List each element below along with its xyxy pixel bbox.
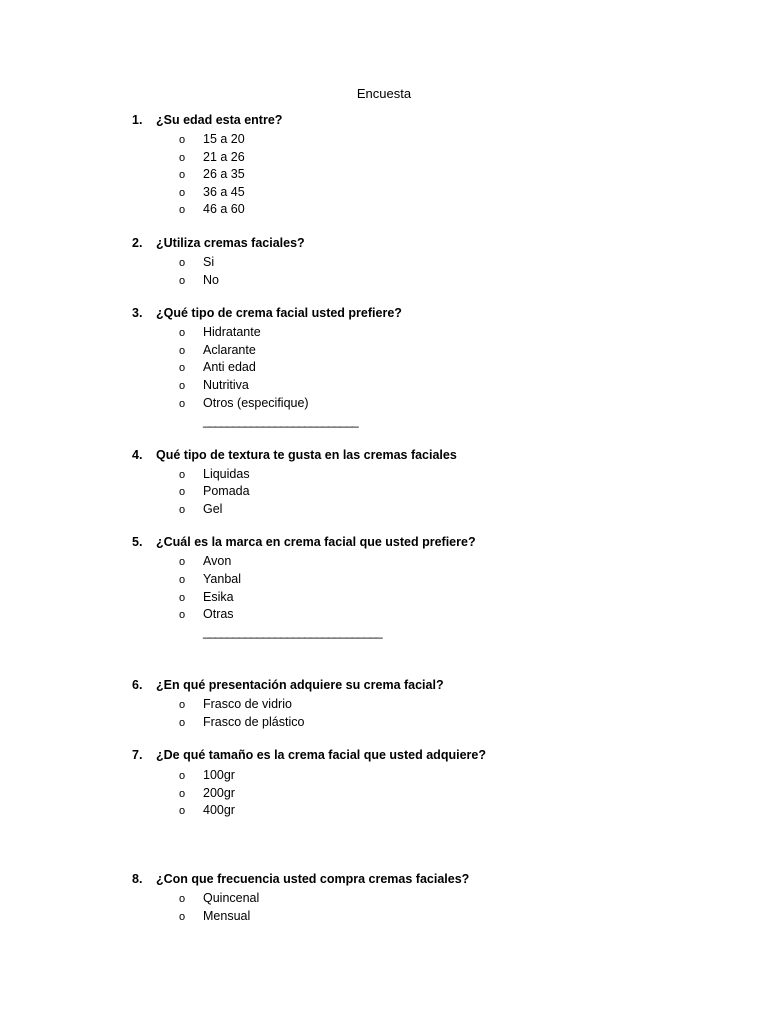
option: o 200gr [179, 784, 235, 802]
option: o 100gr [179, 766, 235, 784]
question-text: ¿En qué presentación adquiere su crema facial? [156, 678, 444, 692]
option: o 15 a 20 [179, 130, 245, 148]
option: o Anti edad [179, 358, 256, 376]
bullet-icon: o [179, 362, 186, 374]
option: o Aclarante [179, 341, 256, 359]
option: o Esika [179, 588, 234, 606]
option: o No [179, 271, 219, 289]
option: o Pomada [179, 482, 250, 500]
answer-blank: ______________________________ [203, 625, 382, 639]
option: o 26 a 35 [179, 165, 245, 183]
question-text: ¿Utiliza cremas faciales? [156, 236, 305, 250]
bullet-icon: o [179, 257, 186, 269]
option: o 46 a 60 [179, 200, 245, 218]
bullet-icon: o [179, 504, 186, 516]
question-4: 4. Qué tipo de textura te gusta en las cremas faciales [132, 448, 457, 462]
option: o 36 a 45 [179, 183, 245, 201]
bullet-icon: o [179, 204, 186, 216]
document-title: Encuesta [356, 86, 412, 101]
bullet-icon: o [179, 592, 186, 604]
bullet-icon: o [179, 152, 186, 164]
question-text: ¿Su edad esta entre? [156, 113, 283, 127]
question-text: ¿Cuál es la marca en crema facial que usted prefiere? [156, 535, 476, 549]
question-1: 1. ¿Su edad esta entre? [132, 113, 283, 127]
option: o Nutritiva [179, 376, 249, 394]
option: o Frasco de vidrio [179, 695, 292, 713]
option: o Frasco de plástico [179, 713, 304, 731]
question-text: ¿De qué tamaño es la crema facial que usted adquiere? [156, 748, 486, 762]
option: o Gel [179, 500, 222, 518]
option: o Yanbal [179, 570, 241, 588]
bullet-icon: o [179, 770, 186, 782]
option: o Si [179, 253, 214, 271]
bullet-icon: o [179, 788, 186, 800]
question-7: 7. ¿De qué tamaño es la crema facial que usted adquiere? [132, 748, 486, 762]
option: o Quincenal [179, 889, 259, 907]
option: o Liquidas [179, 465, 250, 483]
answer-blank: __________________________ [203, 414, 358, 428]
bullet-icon: o [179, 345, 186, 357]
option: o Avon [179, 552, 231, 570]
bullet-icon: o [179, 574, 186, 586]
bullet-icon: o [179, 469, 186, 481]
question-text: ¿Con que frecuencia usted compra cremas faciales? [156, 872, 470, 886]
question-8: 8. ¿Con que frecuencia usted compra cremas faciales? [132, 872, 470, 886]
option: o Otros (especifique) [179, 394, 309, 412]
question-6: 6. ¿En qué presentación adquiere su crema facial? [132, 678, 444, 692]
option: o Hidratante [179, 323, 261, 341]
question-2: 2. ¿Utiliza cremas faciales? [132, 236, 305, 250]
question-3: 3. ¿Qué tipo de crema facial usted prefiere? [132, 306, 402, 320]
option: o Otras [179, 605, 234, 623]
bullet-icon: o [179, 169, 186, 181]
option: o Mensual [179, 907, 250, 925]
bullet-icon: o [179, 609, 186, 621]
bullet-icon: o [179, 556, 186, 568]
question-5: 5. ¿Cuál es la marca en crema facial que usted prefiere? [132, 535, 476, 549]
bullet-icon: o [179, 893, 186, 905]
bullet-icon: o [179, 717, 186, 729]
bullet-icon: o [179, 911, 186, 923]
bullet-icon: o [179, 134, 186, 146]
bullet-icon: o [179, 327, 186, 339]
bullet-icon: o [179, 699, 186, 711]
bullet-icon: o [179, 380, 186, 392]
question-text: Qué tipo de textura te gusta en las cremas faciales [156, 448, 457, 462]
question-text: ¿Qué tipo de crema facial usted prefiere? [156, 306, 402, 320]
bullet-icon: o [179, 398, 186, 410]
option: o 400gr [179, 801, 235, 819]
bullet-icon: o [179, 187, 186, 199]
option: o 21 a 26 [179, 148, 245, 166]
bullet-icon: o [179, 805, 186, 817]
bullet-icon: o [179, 486, 186, 498]
bullet-icon: o [179, 275, 186, 287]
